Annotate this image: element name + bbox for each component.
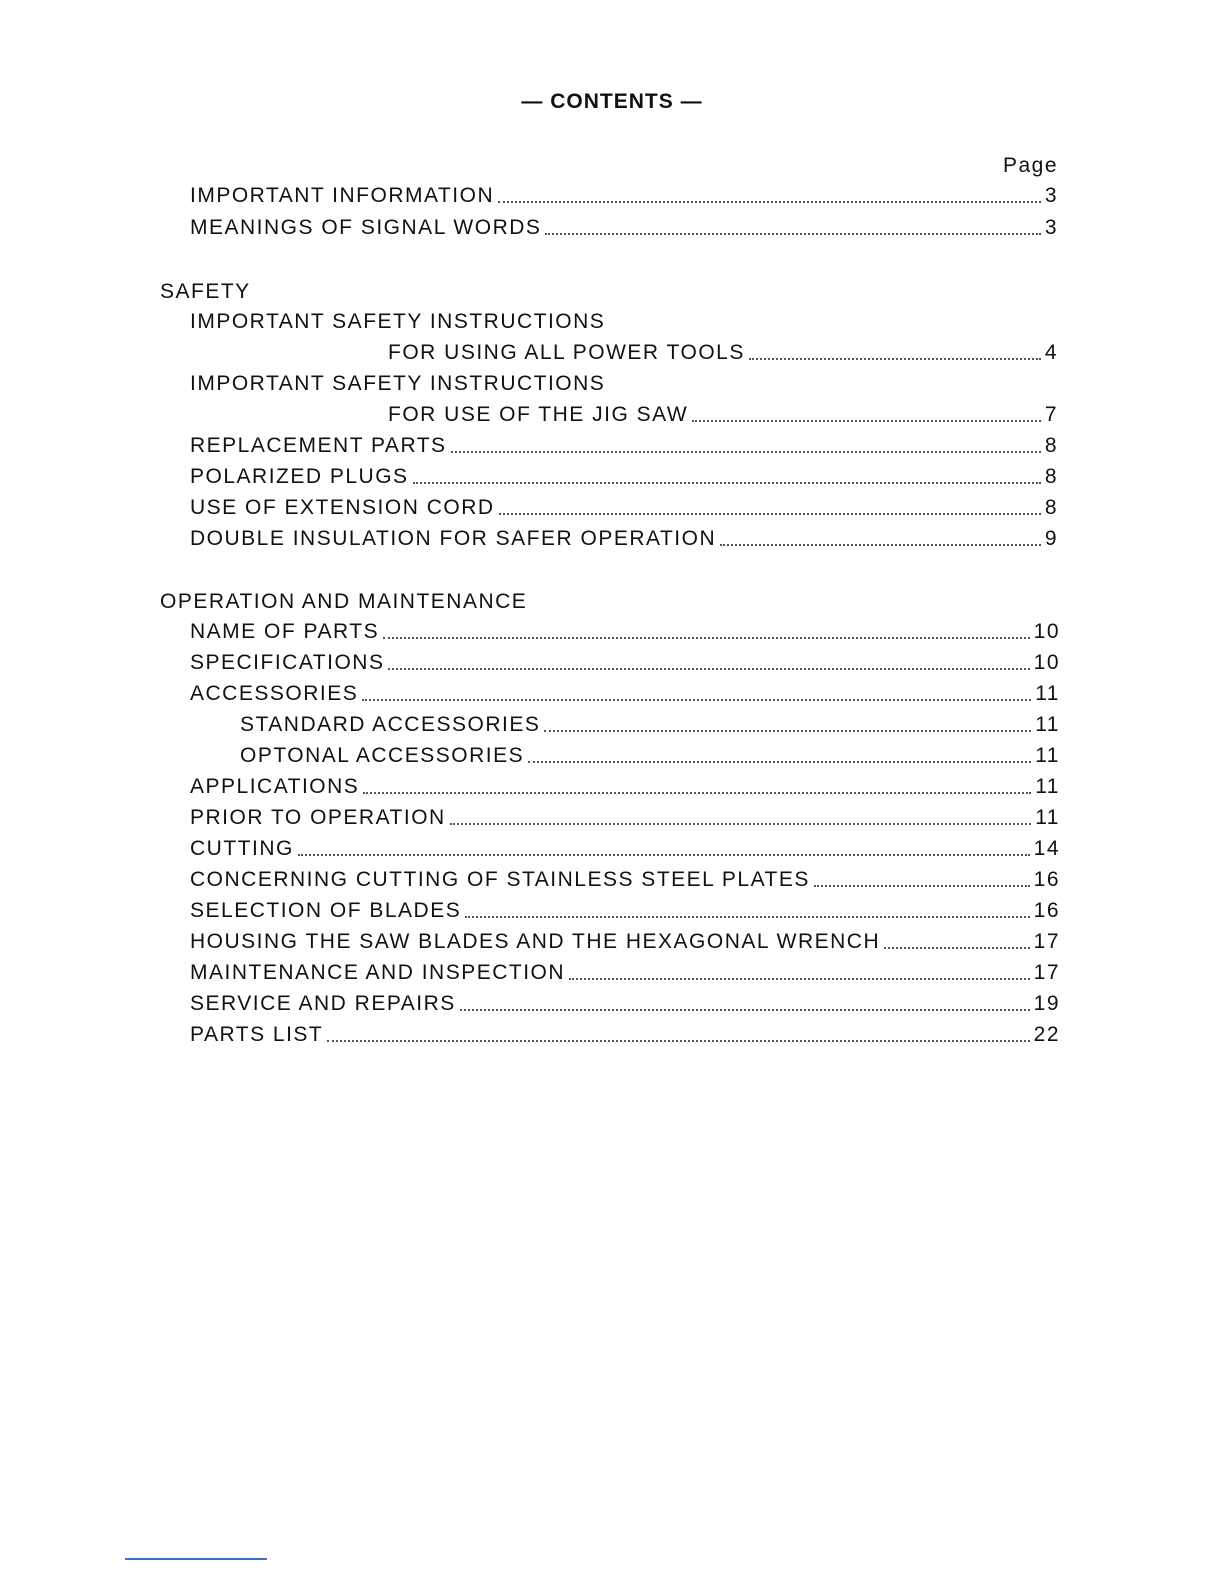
leader-dots bbox=[692, 419, 1041, 422]
toc-entry-page: 7 bbox=[1044, 403, 1058, 426]
toc-entry-page: 8 bbox=[1044, 496, 1058, 519]
leader-dots bbox=[569, 977, 1030, 980]
page-title: — CONTENTS — bbox=[521, 90, 703, 113]
leader-dots bbox=[498, 200, 1041, 203]
toc-entry-label: REPLACEMENT PARTS bbox=[190, 434, 447, 457]
toc-entry-label: MEANINGS OF SIGNAL WORDS bbox=[190, 216, 542, 239]
leader-dots bbox=[884, 946, 1030, 949]
leader-dots bbox=[544, 729, 1031, 732]
footer-rule bbox=[125, 1558, 267, 1560]
leader-dots bbox=[363, 791, 1031, 794]
leader-dots bbox=[450, 822, 1031, 825]
toc-entry-page: 11 bbox=[1035, 806, 1060, 829]
toc-entry-label: MAINTENANCE AND INSPECTION bbox=[190, 961, 566, 984]
toc-entry-page: 10 bbox=[1033, 651, 1060, 674]
toc-entry[interactable] bbox=[0, 432, 1224, 460]
section-heading-safety: SAFETY bbox=[160, 280, 251, 303]
toc-entry-label: OPTONAL ACCESSORIES bbox=[240, 744, 525, 767]
toc-entry[interactable] bbox=[0, 339, 1224, 367]
toc-entry[interactable] bbox=[0, 835, 1224, 863]
toc-entry-page: 22 bbox=[1033, 1023, 1060, 1046]
toc-entry[interactable] bbox=[0, 773, 1224, 801]
toc-entry-page: 17 bbox=[1033, 930, 1060, 953]
toc-entry[interactable] bbox=[0, 649, 1224, 677]
toc-entry-label: SERVICE AND REPAIRS bbox=[190, 992, 456, 1015]
toc-entry[interactable] bbox=[0, 463, 1224, 491]
leader-dots bbox=[413, 481, 1041, 484]
toc-entry-label: SELECTION OF BLADES bbox=[190, 899, 462, 922]
toc-entry-page: 4 bbox=[1044, 341, 1058, 364]
toc-entry-label: FOR USE OF THE JIG SAW bbox=[388, 403, 689, 426]
toc-entry-label: USE OF EXTENSION CORD bbox=[190, 496, 495, 519]
toc-entry[interactable] bbox=[0, 742, 1224, 770]
leader-dots bbox=[528, 760, 1031, 763]
toc-entry[interactable] bbox=[0, 990, 1224, 1018]
toc-entry-page: 8 bbox=[1044, 434, 1058, 457]
toc-entry-label: STANDARD ACCESSORIES bbox=[240, 713, 541, 736]
toc-entry-page: 16 bbox=[1033, 868, 1060, 891]
toc-entry-page: 10 bbox=[1033, 620, 1060, 643]
toc-entry-label: CONCERNING CUTTING OF STAINLESS STEEL PLATES bbox=[190, 868, 810, 891]
toc-entry[interactable] bbox=[0, 866, 1224, 894]
toc-entry-label: ACCESSORIES bbox=[190, 682, 359, 705]
toc-entry-page: 11 bbox=[1035, 682, 1060, 705]
leader-dots bbox=[499, 512, 1041, 515]
toc-entry[interactable] bbox=[0, 401, 1224, 429]
toc-entry[interactable] bbox=[0, 897, 1224, 925]
leader-dots bbox=[383, 636, 1030, 639]
toc-entry-label: IMPORTANT INFORMATION bbox=[190, 184, 495, 207]
toc-entry-page: 9 bbox=[1044, 527, 1058, 550]
leader-dots bbox=[451, 450, 1041, 453]
toc-entry-page: 11 bbox=[1035, 744, 1060, 767]
leader-dots bbox=[465, 915, 1029, 918]
toc-entry[interactable] bbox=[0, 680, 1224, 708]
toc-entry-page: 19 bbox=[1033, 992, 1060, 1015]
toc-entry-label: SPECIFICATIONS bbox=[190, 651, 385, 674]
toc-entry[interactable] bbox=[0, 1021, 1224, 1049]
toc-entry-label: DOUBLE INSULATION FOR SAFER OPERATION bbox=[190, 527, 717, 550]
toc-entry[interactable] bbox=[0, 711, 1224, 739]
leader-dots bbox=[388, 667, 1029, 670]
toc-entry-label: NAME OF PARTS bbox=[190, 620, 380, 643]
toc-entry[interactable] bbox=[0, 618, 1224, 646]
section-heading-operation: OPERATION AND MAINTENANCE bbox=[160, 590, 528, 613]
toc-entry-label-line1: IMPORTANT SAFETY INSTRUCTIONS bbox=[190, 372, 606, 395]
toc-entry-label: CUTTING bbox=[190, 837, 294, 860]
toc-entry-label: POLARIZED PLUGS bbox=[190, 465, 409, 488]
leader-dots bbox=[327, 1039, 1029, 1042]
toc-entry[interactable] bbox=[0, 959, 1224, 987]
toc-entry-page: 11 bbox=[1035, 713, 1060, 736]
toc-entry-page: 3 bbox=[1044, 184, 1058, 207]
toc-entry-label: APPLICATIONS bbox=[190, 775, 360, 798]
toc-entry[interactable] bbox=[0, 804, 1224, 832]
leader-dots bbox=[545, 232, 1040, 235]
toc-entry-page: 11 bbox=[1035, 775, 1060, 798]
toc-entry-label: FOR USING ALL POWER TOOLS bbox=[388, 341, 745, 364]
toc-entry-label: PARTS LIST bbox=[190, 1023, 324, 1046]
toc-entry[interactable] bbox=[0, 214, 1224, 242]
page-column-header: Page bbox=[1002, 154, 1058, 177]
toc-entry[interactable] bbox=[0, 525, 1224, 553]
toc-entry-label-line1: IMPORTANT SAFETY INSTRUCTIONS bbox=[190, 310, 606, 333]
toc-entry-page: 14 bbox=[1033, 837, 1060, 860]
leader-dots bbox=[814, 884, 1030, 887]
toc-entry-label: PRIOR TO OPERATION bbox=[190, 806, 446, 829]
toc-entry-page: 16 bbox=[1033, 899, 1060, 922]
leader-dots bbox=[460, 1008, 1030, 1011]
toc-entry-page: 3 bbox=[1044, 216, 1058, 239]
toc-entry[interactable] bbox=[0, 928, 1224, 956]
leader-dots bbox=[362, 698, 1031, 701]
toc-entry-page: 8 bbox=[1044, 465, 1058, 488]
leader-dots bbox=[720, 543, 1041, 546]
toc-entry-page: 17 bbox=[1033, 961, 1060, 984]
leader-dots bbox=[298, 853, 1030, 856]
leader-dots bbox=[749, 357, 1041, 360]
toc-entry[interactable] bbox=[0, 494, 1224, 522]
toc-entry-label: HOUSING THE SAW BLADES AND THE HEXAGONAL WRENCH bbox=[190, 930, 881, 953]
toc-entry[interactable] bbox=[0, 182, 1224, 210]
